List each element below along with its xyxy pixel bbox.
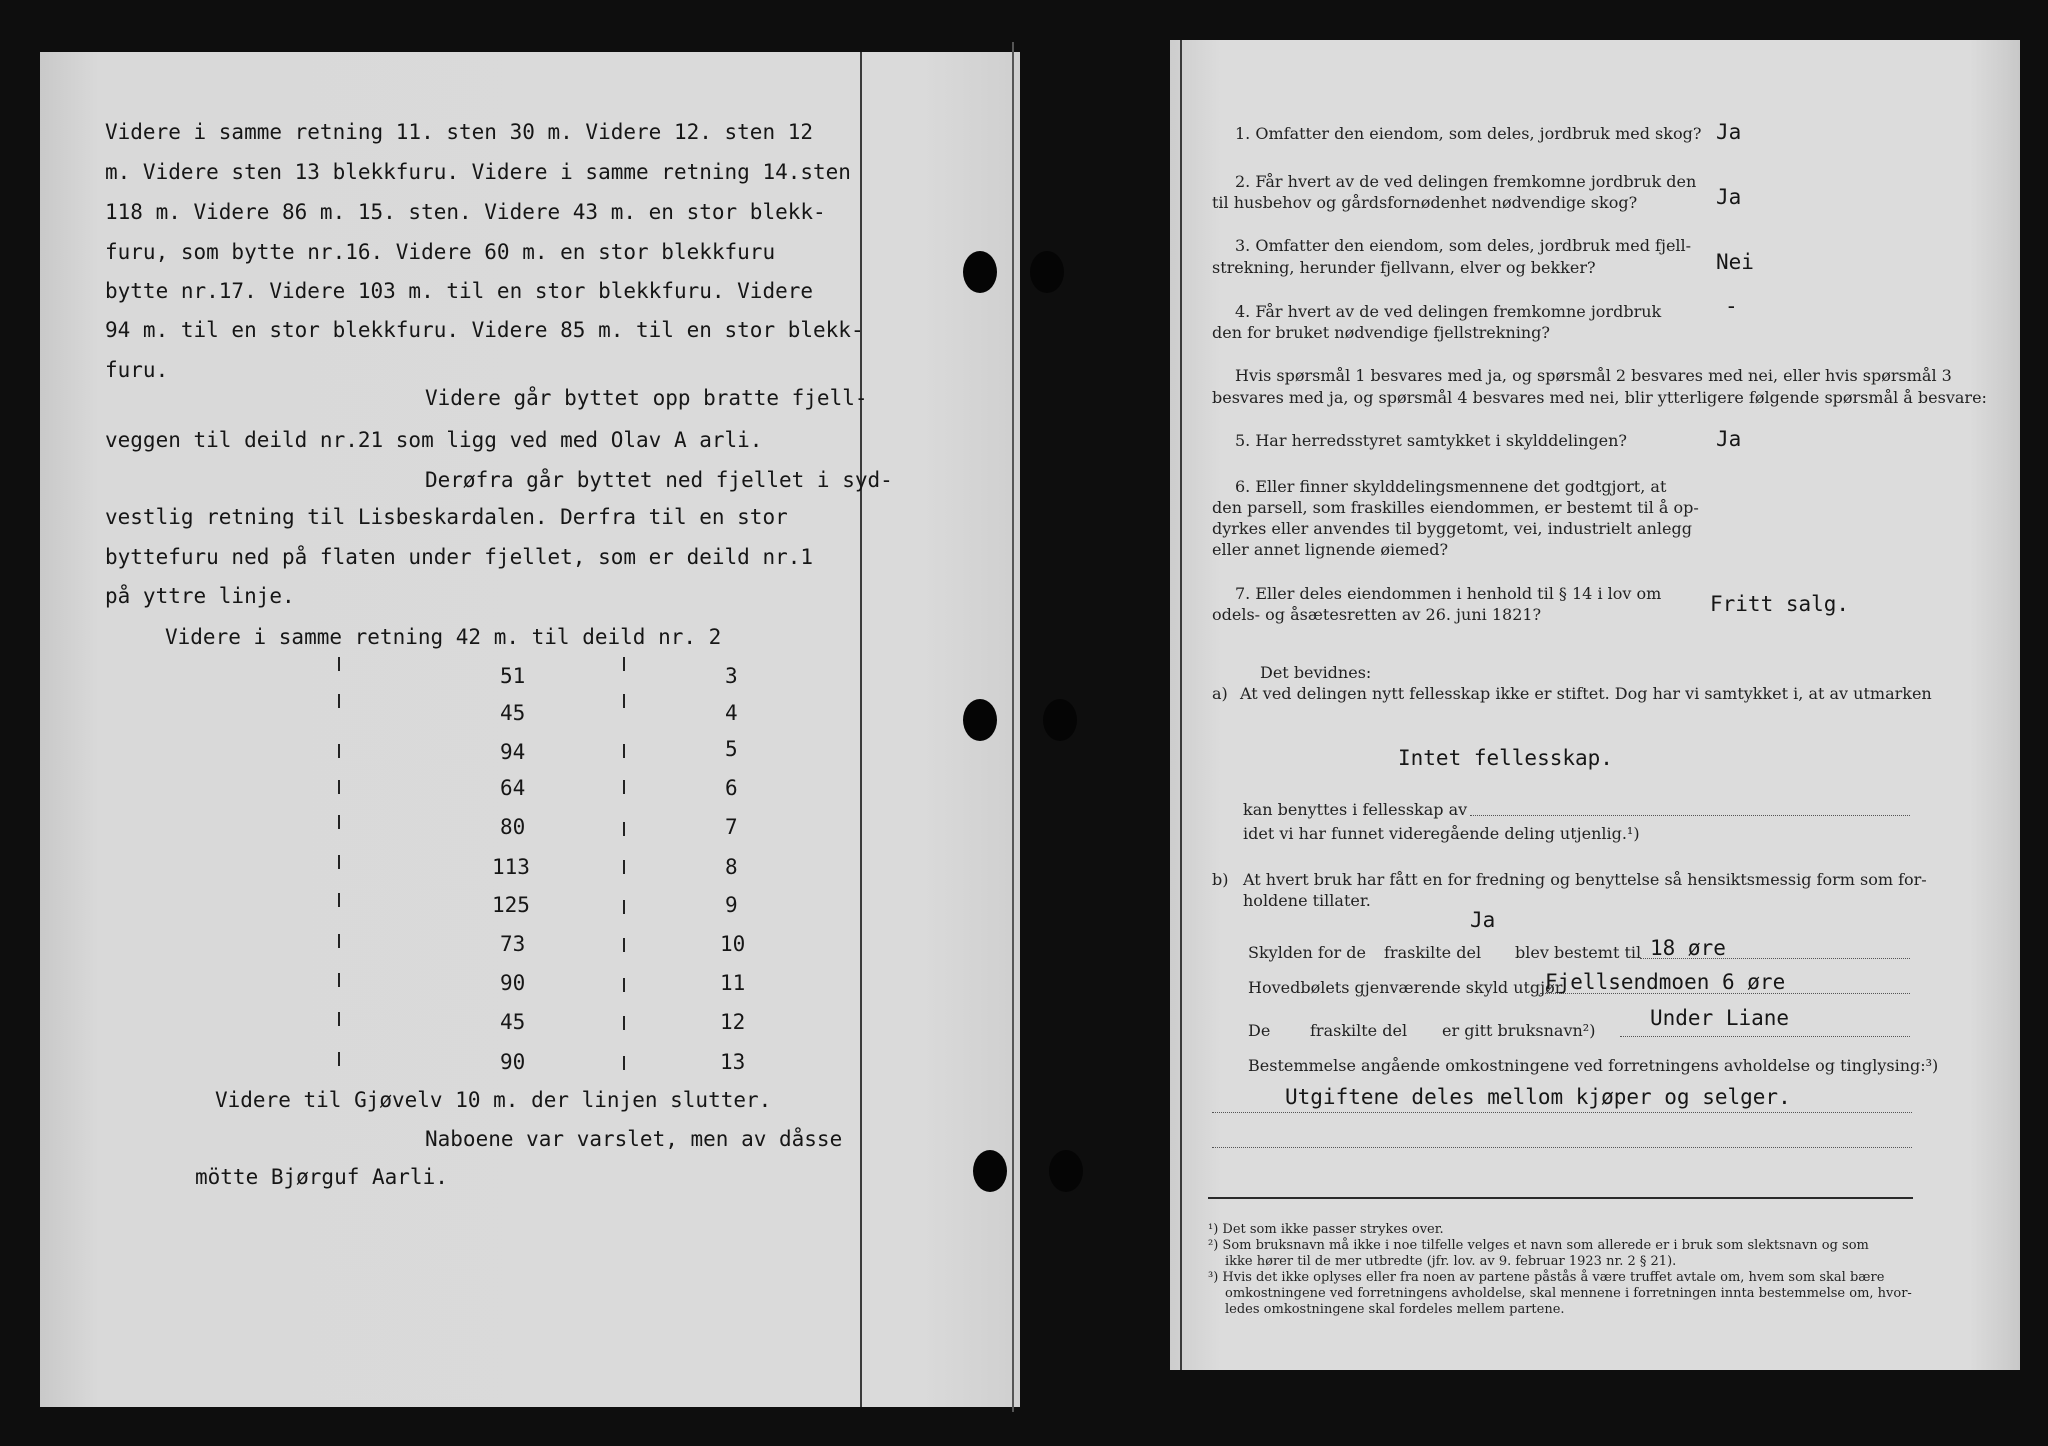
hovedbol-label: Hovedbølets gjenværende skyld utgjør bbox=[1248, 978, 1563, 997]
question-7: 7. Eller deles eiendommen i henhold til § 14 i lov om bbox=[1235, 584, 1662, 603]
binding-hole bbox=[1030, 251, 1064, 293]
table-distance: 51 bbox=[500, 664, 526, 688]
text-line: 118 m. Videre 86 m. 15. sten. Videre 43 m. en stor blekk- bbox=[105, 200, 826, 224]
footnote-2-cont: ikke hører til de mer utbredte (jfr. lov. av 9. februar 1923 nr. 2 § 21). bbox=[1225, 1254, 1677, 1269]
text-line: furu, som bytte nr.16. Videre 60 m. en stor blekkfuru bbox=[105, 240, 776, 264]
text-line: Videre går byttet opp bratte fjell- bbox=[425, 386, 868, 410]
right-margin-line bbox=[1180, 40, 1182, 1370]
bevidnes-heading: Det bevidnes: bbox=[1260, 663, 1372, 682]
ditto-mark bbox=[338, 893, 340, 907]
text-line: byttefuru ned på flaten under fjellet, som er deild nr.1 bbox=[105, 545, 814, 569]
ditto-mark bbox=[623, 694, 625, 708]
section-b-text-cont: holdene tillater. bbox=[1243, 891, 1371, 910]
bestemmelse-label: Bestemmelse angående omkostningene ved forretningens avholdelse og tinglysing:³) bbox=[1248, 1056, 1939, 1075]
answer-4: - bbox=[1725, 294, 1738, 318]
text-line: bytte nr.17. Videre 103 m. til en stor blekkfuru. Videre bbox=[105, 279, 814, 303]
bruksnavn-label: er gitt bruksnavn²) bbox=[1442, 1021, 1596, 1040]
hovedbol-value: Fjellsendmoen 6 øre bbox=[1545, 970, 1786, 994]
left-margin-line bbox=[860, 52, 862, 1407]
binding-hole bbox=[963, 251, 997, 293]
ditto-mark bbox=[338, 780, 340, 794]
table-deild: 3 bbox=[725, 664, 738, 688]
question-7-cont: odels- og åsætesretten av 26. juni 1821? bbox=[1212, 605, 1542, 624]
question-3-cont: strekning, herunder fjellvann, elver og bekker? bbox=[1212, 258, 1596, 277]
table-deild: 7 bbox=[725, 815, 738, 839]
table-distance: 113 bbox=[492, 855, 530, 879]
section-a-label: a) bbox=[1212, 684, 1228, 703]
table-distance: 80 bbox=[500, 815, 526, 839]
skylden-value: 18 øre bbox=[1650, 936, 1726, 960]
dotted-fill-line bbox=[1470, 815, 1910, 816]
table-distance: 90 bbox=[500, 971, 526, 995]
question-6-cont: den parsell, som fraskilles eiendommen, er bestemt til å op- bbox=[1212, 498, 1699, 517]
table-distance: 45 bbox=[500, 1010, 526, 1034]
ditto-mark bbox=[623, 938, 625, 952]
section-b-text: At hvert bruk har fått en for fredning og benyttelse så hensiktsmessig form som for- bbox=[1243, 870, 1927, 889]
question-4: 4. Får hvert av de ved delingen fremkomne jordbruk bbox=[1235, 302, 1662, 321]
table-distance: 125 bbox=[492, 893, 530, 917]
ditto-mark bbox=[338, 744, 340, 758]
text-line: Videre i samme retning 42 m. til deild nr. 2 bbox=[165, 625, 722, 649]
table-deild: 10 bbox=[720, 932, 746, 956]
section-b-answer: Ja bbox=[1470, 908, 1496, 932]
table-distance: 90 bbox=[500, 1050, 526, 1074]
bestemmelse-value: Utgiftene deles mellom kjøper og selger. bbox=[1285, 1085, 1791, 1109]
ditto-mark bbox=[338, 657, 340, 671]
table-deild: 8 bbox=[725, 855, 738, 879]
footnote-2: ²) Som bruksnavn må ikke i noe tilfelle velges et navn som allerede er i bruk som slektsnavn og som bbox=[1208, 1238, 1869, 1253]
skylden-label: Skylden for de bbox=[1248, 943, 1366, 962]
question-3: 3. Omfatter den eiendom, som deles, jordbruk med fjell- bbox=[1235, 236, 1692, 255]
condition-text-cont: besvares med ja, og spørsmål 4 besvares med nei, blir ytterligere følgende spørsmål å besvare: bbox=[1212, 388, 1987, 407]
table-distance: 64 bbox=[500, 776, 526, 800]
footnote-3: ³) Hvis det ikke oplyses eller fra noen av partene påstås å være truffet avtale om, hvem som skal bære bbox=[1208, 1270, 1885, 1285]
question-4-cont: den for bruket nødvendige fjellstrekning? bbox=[1212, 323, 1550, 342]
question-6-cont: dyrkes eller anvendes til byggetomt, vei, industrielt anlegg bbox=[1212, 519, 1692, 538]
condition-text: Hvis spørsmål 1 besvares med ja, og spørsmål 2 besvares med nei, eller hvis spørsmål 3 bbox=[1235, 366, 1952, 385]
skylden-label: fraskilte del bbox=[1384, 943, 1482, 962]
binding-hole bbox=[973, 1150, 1007, 1192]
dotted-fill-line bbox=[1212, 1147, 1912, 1148]
footnote-1: ¹) Det som ikke passer strykes over. bbox=[1208, 1222, 1444, 1237]
idet-text: idet vi har funnet videregående deling utjenlig.¹) bbox=[1243, 824, 1640, 843]
ditto-mark bbox=[338, 815, 340, 829]
bruksnavn-label: De bbox=[1248, 1021, 1271, 1040]
skylden-label: blev bestemt til bbox=[1515, 943, 1642, 962]
text-line: 94 m. til en stor blekkfuru. Videre 85 m. til en stor blekk- bbox=[105, 318, 864, 342]
question-6-cont: eller annet lignende øiemed? bbox=[1212, 540, 1449, 559]
answer-7: Fritt salg. bbox=[1710, 592, 1850, 616]
footnote-3-cont: omkostningene ved forretningens avholdelse, skal mennene i forretningen innta bestemmelse om, hvor- bbox=[1225, 1286, 1912, 1301]
ditto-mark bbox=[623, 657, 625, 671]
table-deild: 9 bbox=[725, 893, 738, 917]
table-distance: 94 bbox=[500, 740, 526, 764]
text-line: vestlig retning til Lisbeskardalen. Derfra til en stor bbox=[105, 505, 788, 529]
bruksnavn-label: fraskilte del bbox=[1310, 1021, 1408, 1040]
table-deild: 4 bbox=[725, 701, 738, 725]
text-line: m. Videre sten 13 blekkfuru. Videre i samme retning 14.sten bbox=[105, 160, 851, 184]
answer-1: Ja bbox=[1716, 120, 1742, 144]
ditto-mark bbox=[623, 900, 625, 914]
ditto-mark bbox=[623, 780, 625, 794]
kan-benyttes-label: kan benyttes i fellesskap av bbox=[1243, 800, 1468, 819]
footnote-rule bbox=[1208, 1197, 1913, 1199]
text-line: furu. bbox=[105, 358, 169, 382]
binding-hole bbox=[1043, 699, 1077, 741]
question-1: 1. Omfatter den eiendom, som deles, jordbruk med skog? bbox=[1235, 124, 1702, 143]
ditto-mark bbox=[623, 822, 625, 836]
text-line: på yttre linje. bbox=[105, 584, 295, 608]
text-line: Derøfra går byttet ned fjellet i syd- bbox=[425, 468, 893, 492]
ditto-mark bbox=[623, 1016, 625, 1030]
bruksnavn-value: Under Liane bbox=[1650, 1006, 1790, 1030]
text-line: Videre til Gjøvelv 10 m. der linjen slutter. bbox=[215, 1088, 772, 1112]
ditto-mark bbox=[623, 1056, 625, 1070]
text-line: veggen til deild nr.21 som ligg ved med Olav A arli. bbox=[105, 428, 763, 452]
dotted-fill-line bbox=[1212, 1112, 1912, 1113]
question-2: 2. Får hvert av de ved delingen fremkomne jordbruk den bbox=[1235, 172, 1697, 191]
ditto-mark bbox=[338, 1012, 340, 1026]
ditto-mark bbox=[623, 978, 625, 992]
dotted-fill-line bbox=[1620, 1036, 1910, 1037]
ditto-mark bbox=[338, 855, 340, 869]
answer-3: Nei bbox=[1716, 250, 1754, 274]
table-deild: 13 bbox=[720, 1050, 746, 1074]
table-deild: 6 bbox=[725, 776, 738, 800]
ditto-mark bbox=[338, 1052, 340, 1066]
fellesskap-answer: Intet fellesskap. bbox=[1398, 746, 1613, 770]
text-line: Videre i samme retning 11. sten 30 m. Videre 12. sten 12 bbox=[105, 120, 814, 144]
ditto-mark bbox=[623, 744, 625, 758]
table-distance: 45 bbox=[500, 701, 526, 725]
section-b-label: b) bbox=[1212, 870, 1229, 889]
ditto-mark bbox=[338, 973, 340, 987]
ditto-mark bbox=[338, 694, 340, 708]
answer-2: Ja bbox=[1716, 185, 1742, 209]
footnote-3-cont: ledes omkostningene skal fordeles mellem partene. bbox=[1225, 1302, 1565, 1317]
spine-line bbox=[1012, 42, 1014, 1412]
ditto-mark bbox=[338, 934, 340, 948]
question-2-cont: til husbehov og gårdsfornødenhet nødvendige skog? bbox=[1212, 193, 1638, 212]
section-a-text: At ved delingen nytt fellesskap ikke er stiftet. Dog har vi samtykket i, at av utmarken bbox=[1240, 684, 1932, 703]
text-line: mötte Bjørguf Aarli. bbox=[195, 1165, 448, 1189]
question-5: 5. Har herredsstyret samtykket i skylddelingen? bbox=[1235, 431, 1627, 450]
table-deild: 11 bbox=[720, 971, 746, 995]
answer-5: Ja bbox=[1716, 427, 1742, 451]
binding-hole bbox=[963, 699, 997, 741]
binding-hole bbox=[1049, 1150, 1083, 1192]
table-deild: 12 bbox=[720, 1010, 746, 1034]
text-line: Naboene var varslet, men av dåsse bbox=[425, 1127, 843, 1151]
table-distance: 73 bbox=[500, 932, 526, 956]
table-deild: 5 bbox=[725, 737, 738, 761]
question-6: 6. Eller finner skylddelingsmennene det godtgjort, at bbox=[1235, 477, 1667, 496]
ditto-mark bbox=[623, 860, 625, 874]
